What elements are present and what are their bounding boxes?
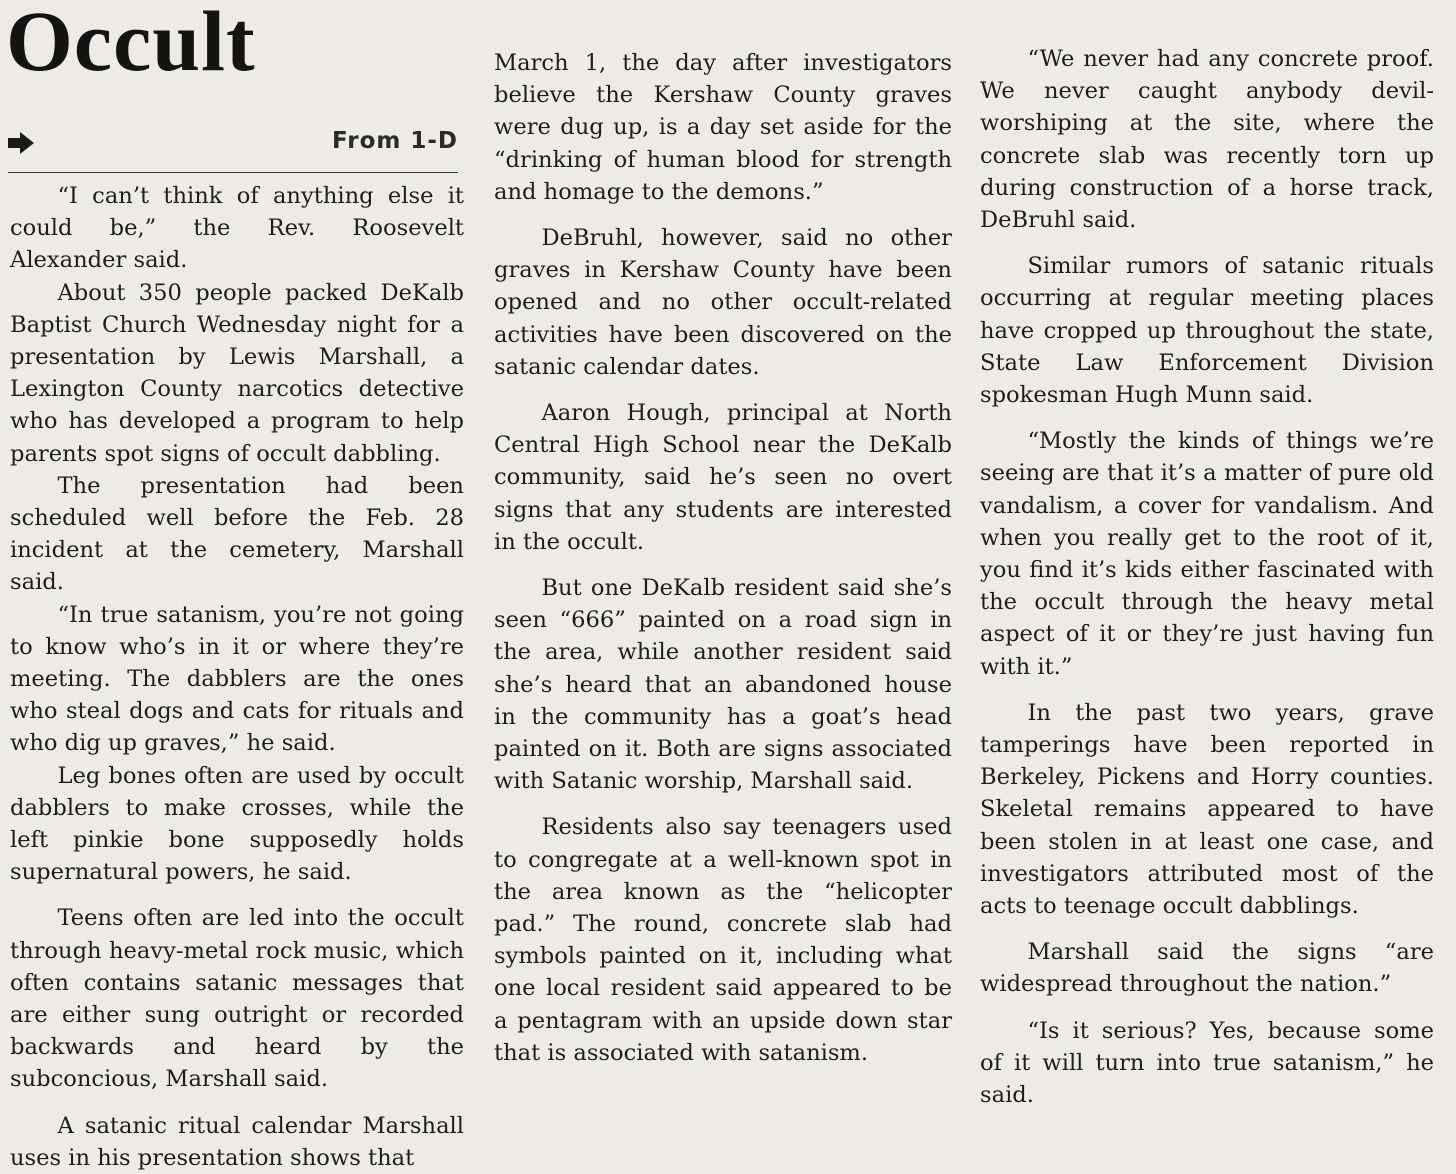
article-column-2 (494, 47, 952, 1069)
headline: Occult (6, 0, 256, 89)
article-column-1 (10, 180, 464, 1174)
paragraph: The presentation had been scheduled well before the Feb. 28 incident at the cemetery, Marshall said. (10, 472, 464, 596)
paragraph: Leg bones often are used by occult dabblers to make crosses, while the left pinkie bone supposedly holds supernatural powers, he said. (10, 762, 464, 886)
paragraph: “Is it serious? Yes, because some of it will turn into true satanism,” he said. (980, 1017, 1434, 1109)
paragraph: About 350 people packed DeKalb Baptist Church Wednesday night for a presentation by Lewis Marshall, a Lexington County narcotics detective who has developed a program to help parents spot signs of occult dabbling. (10, 279, 464, 467)
paragraph: “We never had any concrete proof. We never caught anybody devil-worshiping at the site, where the concrete slab was recently torn up during construction of a horse track, DeBruhl said. (980, 46, 1434, 234)
paragraph: Aaron Hough, principal at North Central High School near the DeKalb community, said he’s seen no overt signs that any students are interested in the occult. (494, 400, 952, 555)
paragraph: DeBruhl, however, said no other graves in Kershaw County have been opened and no other occult-related activities have been discovered on the satanic calendar dates. (494, 225, 952, 380)
paragraph: Residents also say teenagers used to congregate at a well-known spot in the area known as the “helicopter pad.” The round, concrete slab had symbols painted on it, including what one local resident said appeared to be a pentagram with an upside down star that is associated with satanism. (494, 814, 952, 1066)
paragraph: “Mostly the kinds of things we’re seeing are that it’s a matter of pure old vandalism, a cover for vandalism. And when you really get to the root of it, you find it’s kids either fascinated with the occult through the heavy metal aspect of it or they’re just having fun with it.” (980, 428, 1434, 680)
arrow-right-icon (8, 132, 34, 154)
jump-line (8, 122, 458, 166)
paragraph: Teens often are led into the occult through heavy-metal rock music, which often contains satanic messages that are either sung outright or recorded backwards and heard by the subconcious, Marshall said. (10, 905, 464, 1093)
paragraph: Marshall said the signs “are widespread throughout the nation.” (980, 939, 1434, 998)
paragraph: March 1, the day after investigators believe the Kershaw County graves were dug up, is a day set aside for the “drinking of human blood for strength and homage to the demons.” (494, 50, 952, 205)
paragraph: “In true satanism, you’re not going to know who’s in it or where they’re meeting. The dabblers are the ones who steal dogs and cats for rituals and who dig up graves,” he said. (10, 601, 464, 757)
paragraph: But one DeKalb resident said she’s seen “666” painted on a road sign in the area, while another resident said she’s heard that an abandoned house in the community has a goat’s head painted on it. Both are signs associated with Satanic worship, Marshall said. (494, 575, 952, 795)
jump-rule-divider (8, 172, 458, 173)
paragraph: Similar rumors of satanic rituals occurring at regular meeting places have cropped up throughout the state, State Law Enforcement Division spokesman Hugh Munn said. (980, 253, 1434, 409)
paragraph: “I can’t think of anything else it could be,” the Rev. Roosevelt Alexander said. (10, 183, 464, 274)
jump-line-text: From 1-D (332, 128, 458, 154)
paragraph: A satanic ritual calendar Marshall uses in his presentation shows that (10, 1112, 464, 1171)
article-column-3 (980, 43, 1434, 1111)
paragraph: In the past two years, grave tamperings have been reported in Berkeley, Pickens and Horry counties. Skeletal remains appeared to have been stolen in at least one case, and investigators attributed most of the acts to teenage occult dabblings. (980, 699, 1434, 920)
